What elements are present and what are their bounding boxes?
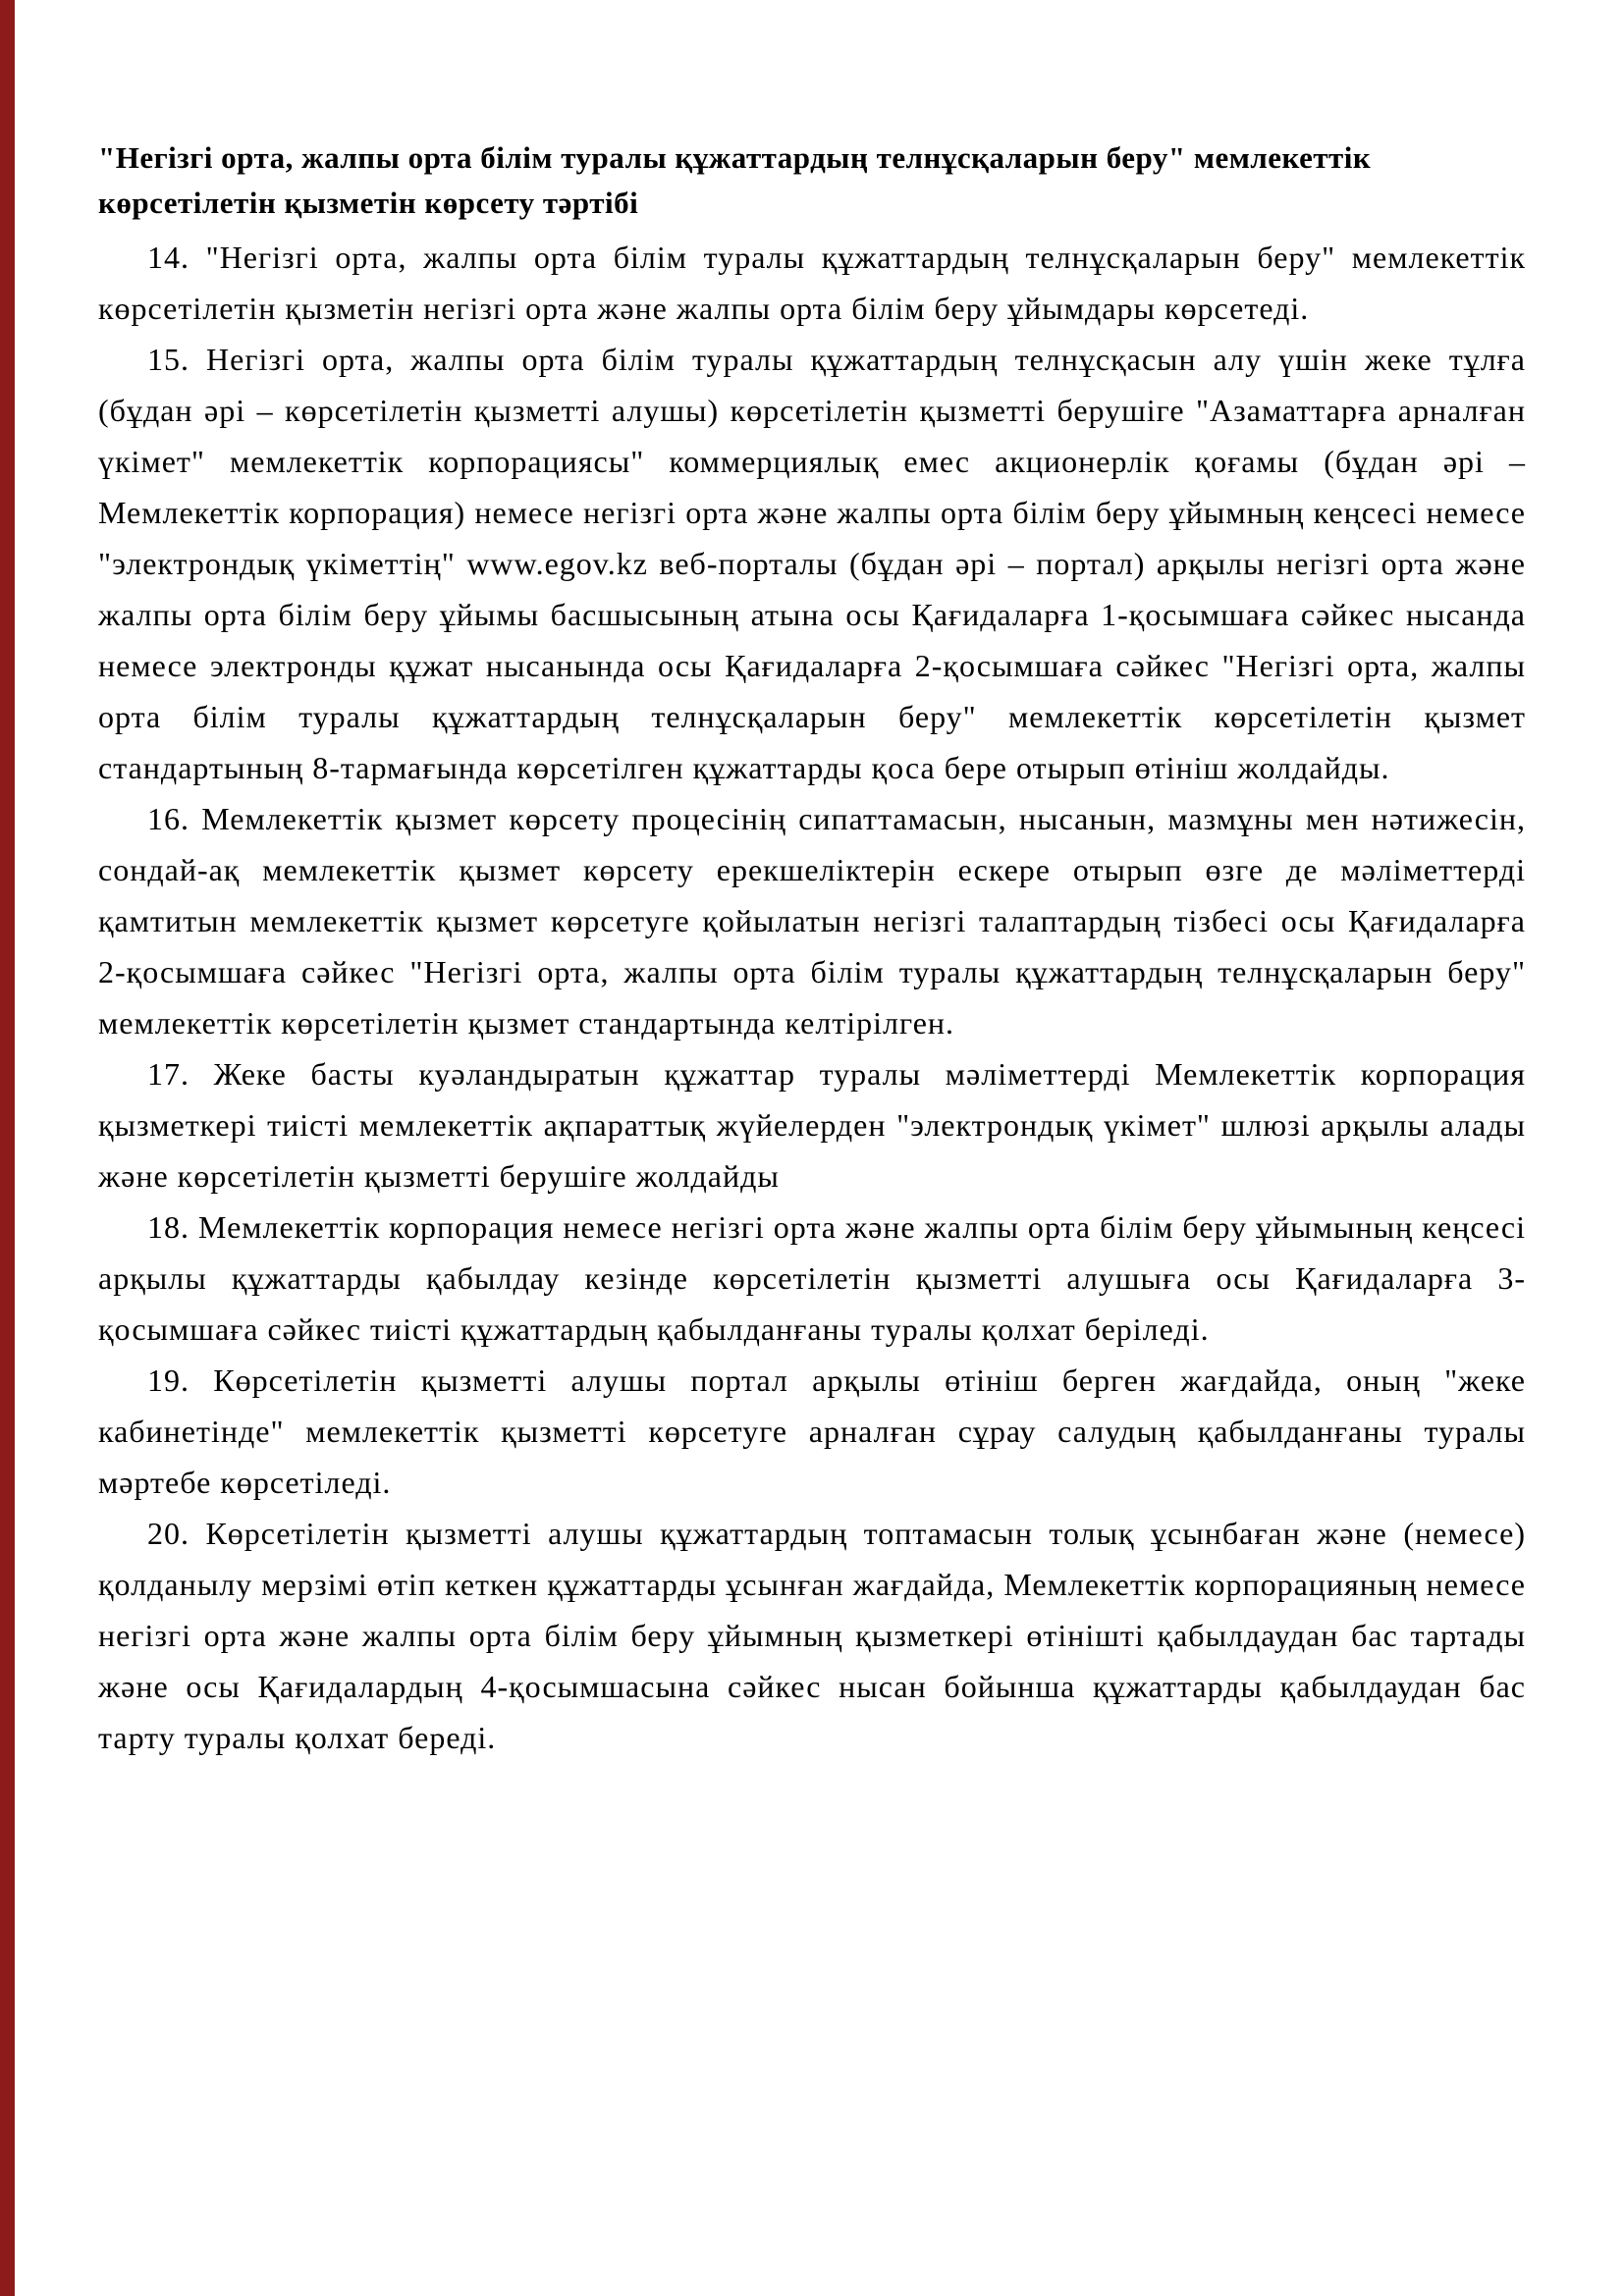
paragraph-18: 18. Мемлекеттік корпорация немесе негізгі орта және жалпы орта білім беру ұйымының кеңсесі арқылы құжаттарды қабылдау кезінде көрсетілетін қызметті алушыға осы Қағидаларға 3-қосымшаға сәйкес тиісті құжаттардың қабылданғаны туралы қолхат беріледі. [98, 1209, 1526, 1347]
scan-edge-strip [0, 0, 15, 2296]
paragraph-14: 14. "Негізгі орта, жалпы орта білім туралы құжаттардың телнұсқаларын беру" мемлекеттік көрсетілетін қызметін негізгі орта және жалпы орта білім беру ұйымдары көрсетеді. [98, 240, 1526, 326]
paragraph-19: 19. Көрсетілетін қызметті алушы портал арқылы өтініш берген жағдайда, оның "жеке кабинетінде" мемлекеттік қызметті көрсетуге арналған сұрау салудың қабылданғаны туралы мәртебе көрсетіледі. [98, 1362, 1526, 1500]
paragraph-16: 16. Мемлекеттік қызмет көрсету процесінің сипаттамасын, нысанын, мазмұны мен нәтижесін, сондай-ақ мемлекеттік қызмет көрсету ерекшеліктерін ескере отырып өзге де мәліметтерді қамтитын мемлекеттік қызмет көрсетуге қойылатын негізгі талаптардың тізбесі осы Қағидаларға 2-қосымшаға сәйкес "Негізгі орта, жалпы орта білім туралы құжаттардың телнұсқаларын беру" мемлекеттік көрсетілетін қызмет стандартында келтірілген. [98, 801, 1526, 1041]
paragraph-17: 17. Жеке басты куәландыратын құжаттар туралы мәліметтерді Мемлекеттік корпорация қызметкері тиісті мемлекеттік ақпараттық жүйелерден "электрондық үкімет" шлюзі арқылы алады және көрсетілетін қызметті берушіге жолдайды [98, 1056, 1526, 1194]
document-heading: "Негізгі орта, жалпы орта білім туралы құжаттардың телнұсқаларын беру" мемлекеттік көрсетілетін қызметін көрсету тәртібі [98, 140, 1372, 220]
paragraph-20: 20. Көрсетілетін қызметті алушы құжаттардың топтамасын толық ұсынбаған және (немесе) қолданылу мерзімі өтіп кеткен құжаттарды ұсынған жағдайда, Мемлекеттік корпорацияның немесе негізгі орта және жалпы орта білім беру ұйымның қызметкері өтінішті қабылдаудан бас тартады және осы Қағидалардың 4-қосымшасына сәйкес нысан бойынша құжаттарды қабылдаудан бас тарту туралы қолхат береді. [98, 1516, 1526, 1755]
paragraph-15: 15. Негізгі орта, жалпы орта білім туралы құжаттардың телнұсқасын алу үшін жеке тұлға (бұдан әрі – көрсетілетін қызметті алушы) көрсетілетін қызметті берушіге "Азаматтарға арналған үкімет" мемлекеттік корпорациясы" коммерциялық емес акционерлік қоғамы (бұдан әрі – Мемлекеттік корпорация) немесе негізгі орта және жалпы орта білім беру ұйымның кеңсесі немесе "электрондық үкіметтің" www.egov.kz веб-порталы (бұдан әрі – портал) арқылы негізгі орта және жалпы орта білім беру ұйымы басшысының атына осы Қағидаларға 1-қосымшаға сәйкес нысанда немесе электронды құжат нысанында осы Қағидаларға 2-қосымшаға сәйкес "Негізгі орта, жалпы орта білім туралы құжаттардың телнұсқаларын беру" мемлекеттік көрсетілетін қызмет стандартының 8-тармағында көрсетілген құжаттарды қоса бере отырып өтініш жолдайды. [98, 342, 1526, 785]
